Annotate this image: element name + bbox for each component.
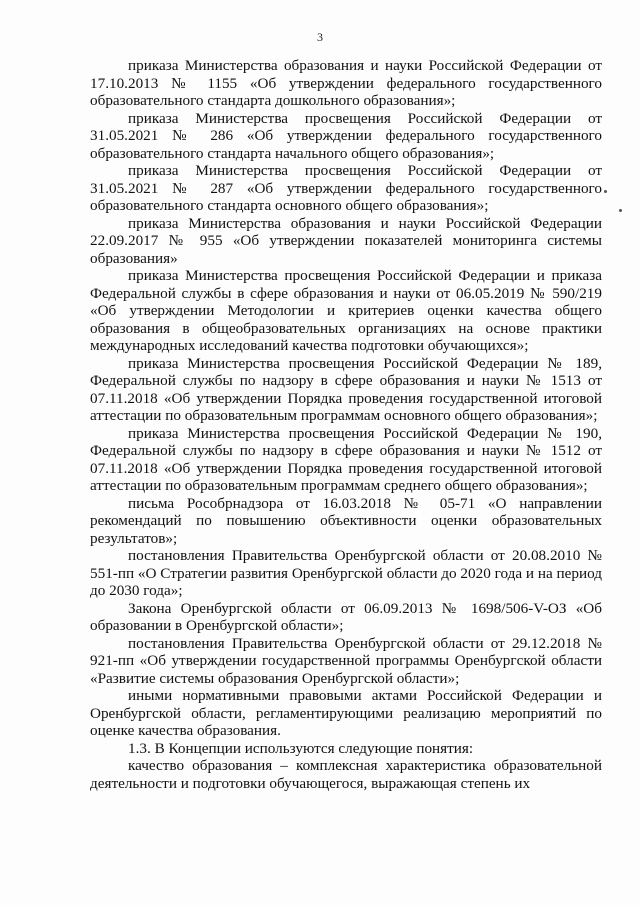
page-number: 3 (317, 30, 323, 44)
paragraph: приказа Министерства просвещения Российской Федерации от 31.05.2021 № 287 «Об утверждении федерального государственного образовательного стандарта основного общего образования»; (90, 162, 602, 214)
paragraph: приказа Министерства образования и науки Российской Федерации 22.09.2017 № 955 «Об утверждении показателей мониторинга системы образования» (90, 214, 602, 267)
paragraph: приказа Министерства просвещения Российской Федерации от 31.05.2021 № 286 «Об утверждении федерального государственного образовательного стандарта начального общего образования»; (90, 109, 602, 162)
paragraph: письма Рособрнадзора от 16.03.2018 № 05-71 «О направлении рекомендаций по повышению объективности оценки образовательных результатов»; (90, 494, 602, 547)
section-heading: 1.3. В Концепции используются следующие понятия: (128, 739, 474, 757)
document-body (90, 57, 602, 792)
paragraph: Закона Оренбургской области от 06.09.2013 № 1698/506-V-ОЗ «Об образовании в Оренбургской области»; (90, 599, 602, 634)
scan-speck (604, 190, 607, 193)
paragraph: приказа Министерства просвещения Российской Федерации № 189, Федеральной службы по надзору в сфере образования и науки № 1513 от 07.11.2018 «Об утверждении Порядка проведения государственной итоговой аттестации по образовательным программам основного общего образования»; (90, 354, 602, 424)
paragraph: приказа Министерства просвещения Российской Федерации № 190, Федеральной службы по надзору в сфере образования и науки № 1512 от 07.11.2018 «Об утверждении Порядка проведения государственной итоговой аттестации по образовательным программам среднего общего образования»; (90, 424, 602, 494)
paragraph: иными нормативными правовыми актами Российской Федерации и Оренбургской области, регламентирующими реализацию мероприятий по оценке качества образования. (90, 687, 602, 739)
paragraph: приказа Министерства просвещения Российской Федерации и приказа Федеральной службы в сфере образования и науки от 06.05.2019 № 590/219 «Об утверждении Методологии и критериев оценки качества общего образования в общеобразовательных организациях на основе практики международных исследований качества подготовки обучающихся»; (90, 267, 602, 354)
paragraph: приказа Министерства образования и науки Российской Федерации от 17.10.2013 № 1155 «Об утверждении федерального государственного образовательного стандарта дошкольного образования»; (90, 57, 602, 109)
paragraph: постановления Правительства Оренбургской области от 20.08.2010 № 551-пп «О Стратегии развития Оренбургской области до 2020 года и на период до 2030 года»; (90, 547, 602, 599)
scan-speck (619, 209, 622, 212)
paragraph: качество образования – комплексная характеристика образовательной деятельности и подготовки обучающегося, выражающая степень их (90, 757, 602, 792)
paragraph: постановления Правительства Оренбургской области от 29.12.2018 № 921-пп «Об утверждении государственной программы Оренбургской области «Развитие системы образования Оренбургской области»; (90, 634, 602, 687)
